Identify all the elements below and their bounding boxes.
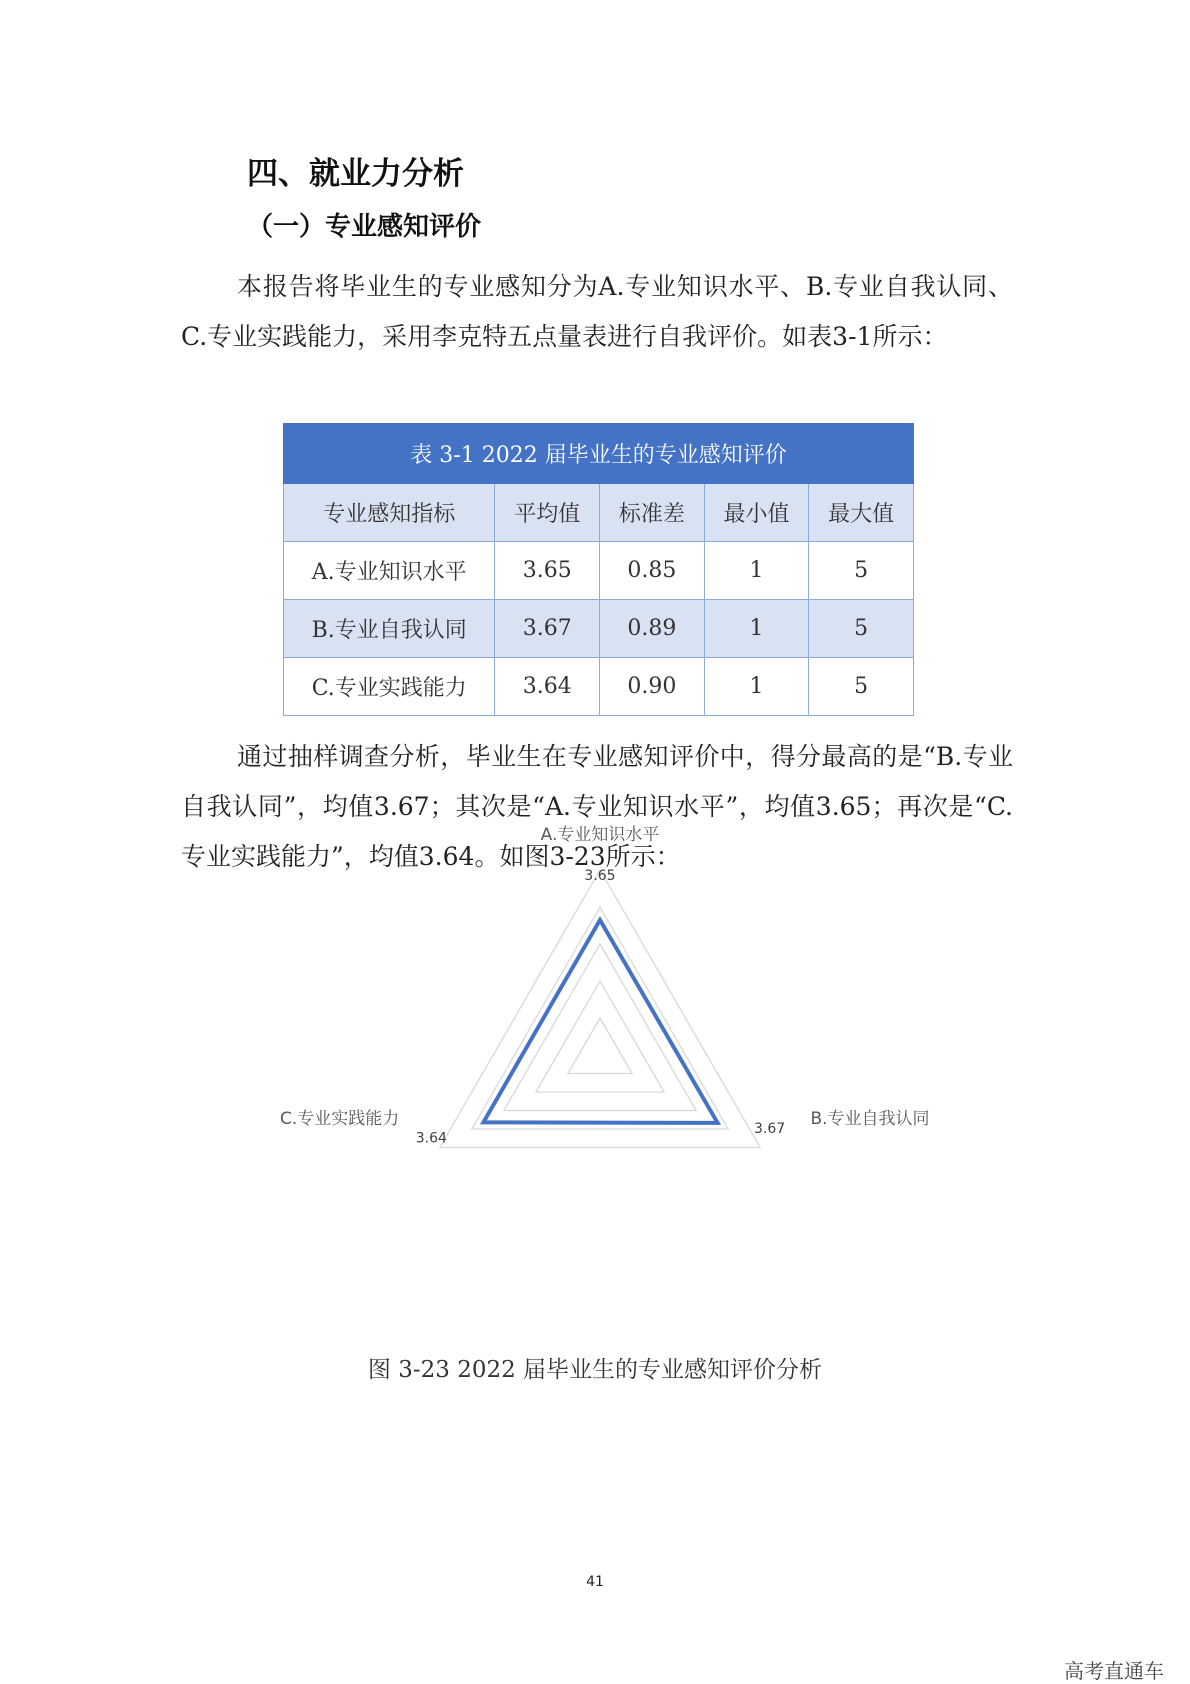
figure-caption: 图 3-23 2022 届毕业生的专业感知评价分析 (367, 1357, 823, 1383)
page-number: 41 (586, 1574, 604, 1590)
table-cell: 5 (809, 542, 914, 600)
table-cell: 3.65 (495, 542, 600, 600)
table-row (284, 658, 914, 716)
radar-grid-ring (568, 1018, 632, 1074)
header-cell: 最大值 (809, 484, 914, 542)
radar-data-label: 3.64 (415, 1130, 447, 1147)
table-row (284, 600, 914, 658)
perception-table (283, 423, 914, 716)
table-cell: 3.67 (495, 600, 600, 658)
table-cell: 1 (704, 600, 809, 658)
radar-data-label: 3.65 (584, 867, 616, 884)
intro-paragraph: 本报告将毕业生的专业感知分为A.专业知识水平、B.专业自我认同、C.专业实践能力，采用李克特五点量表进行自我评价。如表3-1所示： (181, 272, 1013, 351)
header-cell: 平均值 (495, 484, 600, 542)
subsection-heading: （一）专业感知评价 (247, 212, 482, 242)
table-cell: 0.90 (600, 658, 705, 716)
table-cell: 5 (809, 600, 914, 658)
watermark-text: 高考直通车 (1064, 1659, 1164, 1683)
table-row (284, 542, 914, 600)
table-cell: B.专业自我认同 (284, 600, 495, 658)
radar-category-label: C.专业实践能力 (280, 1109, 400, 1129)
radar-category-label: A.专业知识水平 (540, 825, 660, 845)
analysis-paragraph: 通过抽样调查分析，毕业生在专业感知评价中，得分最高的是“B.专业自我认同”，均值3.67；其次是“A.专业知识水平”，均值3.65；再次是“C.专业实践能力”，均值3.64。如图3-23所示： (181, 742, 1013, 871)
radar-data-label: 3.67 (754, 1120, 786, 1137)
header-cell: 最小值 (704, 484, 809, 542)
radar-grid-ring (504, 944, 696, 1111)
table-cell: 5 (809, 658, 914, 716)
table-caption: 表 3-1 2022 届毕业生的专业感知评价 (284, 424, 914, 484)
table-cell: 1 (704, 658, 809, 716)
table-header-row (284, 484, 914, 542)
header-cell: 专业感知指标 (284, 484, 495, 542)
table-cell: A.专业知识水平 (284, 542, 495, 600)
section-heading: 四、就业力分析 (247, 156, 464, 192)
table-cell: 3.64 (495, 658, 600, 716)
table-cell: C.专业实践能力 (284, 658, 495, 716)
header-cell: 标准差 (600, 484, 705, 542)
radar-chart (280, 825, 930, 1240)
table-cell: 0.89 (600, 600, 705, 658)
table-cell: 0.85 (600, 542, 705, 600)
table-cell: 1 (704, 542, 809, 600)
radar-category-label: B.专业自我认同 (810, 1109, 930, 1129)
radar-grid-ring (440, 867, 760, 1148)
